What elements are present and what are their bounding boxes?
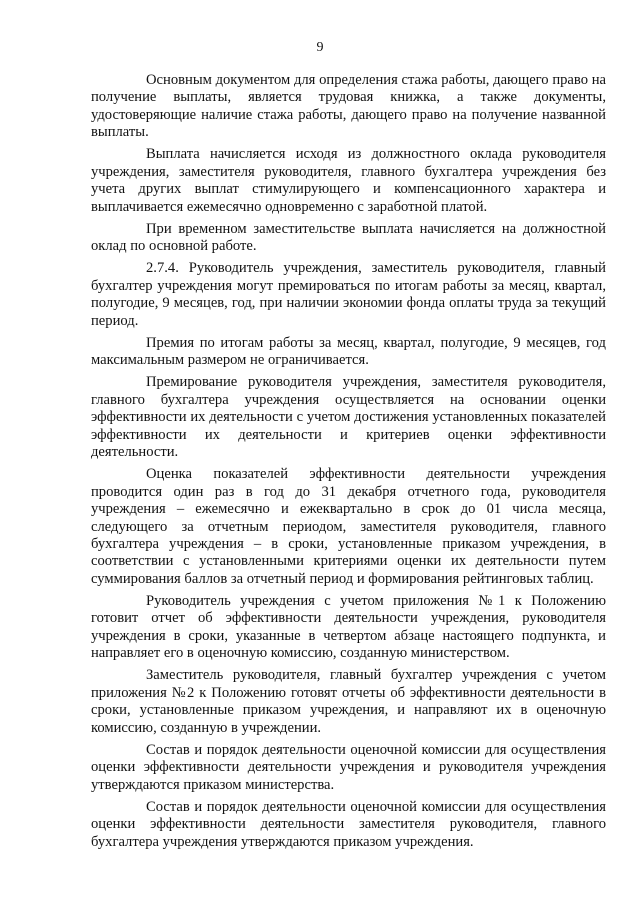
paragraph-bonus-maximum: Премия по итогам работы за месяц, квартал, полугодие, 9 месяцев, год максимальным размером не ограничивается. [91,334,606,369]
paragraph-work-experience-document: Основным документом для определения стажа работы, дающего право на получение выплаты, является трудовая книжка, а также документы, удостоверяющие наличие стажа работы, дающего право на получение названной выплаты. [91,72,606,141]
paragraph-2-7-4-bonuses: 2.7.4. Руководитель учреждения, заместитель руководителя, главный бухгалтер учреждения могут премироваться по итогам работы за месяц, квартал, полугодие, 9 месяцев, год, при наличии экономии фонда оплаты труда за текущий период. [91,260,606,329]
document-body [91,72,606,856]
paragraph-efficiency-assessment: Оценка показателей эффективности деятельности учреждения проводится один раз в год до 31 декабря отчетного года, руководителя учреждения – ежемесячно и ежеквартально в срок до 01 числа месяца, следующего за отчетным периодом, заместителя руководителя, главного бухгалтера учреждения – в сроки, установленные приказом учреждения, в соответствии с установленными критериями оценки их деятельности путем суммирования баллов за отчетный период и формирования рейтинговых таблиц. [91,466,606,587]
paragraph-temporary-substitution: При временном заместительстве выплата начисляется на должностной оклад по основной работе. [91,220,606,255]
paragraph-commission-institution: Состав и порядок деятельности оценочной комиссии для осуществления оценки эффективности деятельности заместителя руководителя, главного бухгалтера учреждения утверждаются приказом учреждения. [91,798,606,850]
paragraph-deputy-report: Заместитель руководителя, главный бухгалтер учреждения с учетом приложения №2 к Положению готовят отчеты об эффективности деятельности в сроки, установленные приказом учреждения, и направляют их в оценочную комиссию, созданную в учреждении. [91,667,606,736]
paragraph-director-report: Руководитель учреждения с учетом приложения №1 к Положению готовит отчет об эффективности деятельности учреждения, руководителя учреждения в сроки, указанные в четвертом абзаце настоящего подпункта, и направляет его в оценочную комиссию, созданную министерством. [91,592,606,662]
page-number: 9 [316,40,324,55]
paragraph-bonus-basis: Премирование руководителя учреждения, заместителя руководителя, главного бухгалтера учреждения осуществляется на основании оценки эффективности их деятельности с учетом достижения установленных показателей эффективности их деятельности и критериев оценки эффективности деятельности. [91,374,606,461]
paragraph-commission-ministry: Состав и порядок деятельности оценочной комиссии для осуществления оценки эффективности деятельности учреждения и руководителя учреждения утверждаются приказом министерства. [91,741,606,793]
paragraph-payment-calculation: Выплата начисляется исходя из должностного оклада руководителя учреждения, заместителя руководителя, главного бухгалтера учреждения без учета других выплат стимулирующего и компенсационного характера и выплачивается ежемесячно одновременно с заработной платой. [91,146,606,215]
